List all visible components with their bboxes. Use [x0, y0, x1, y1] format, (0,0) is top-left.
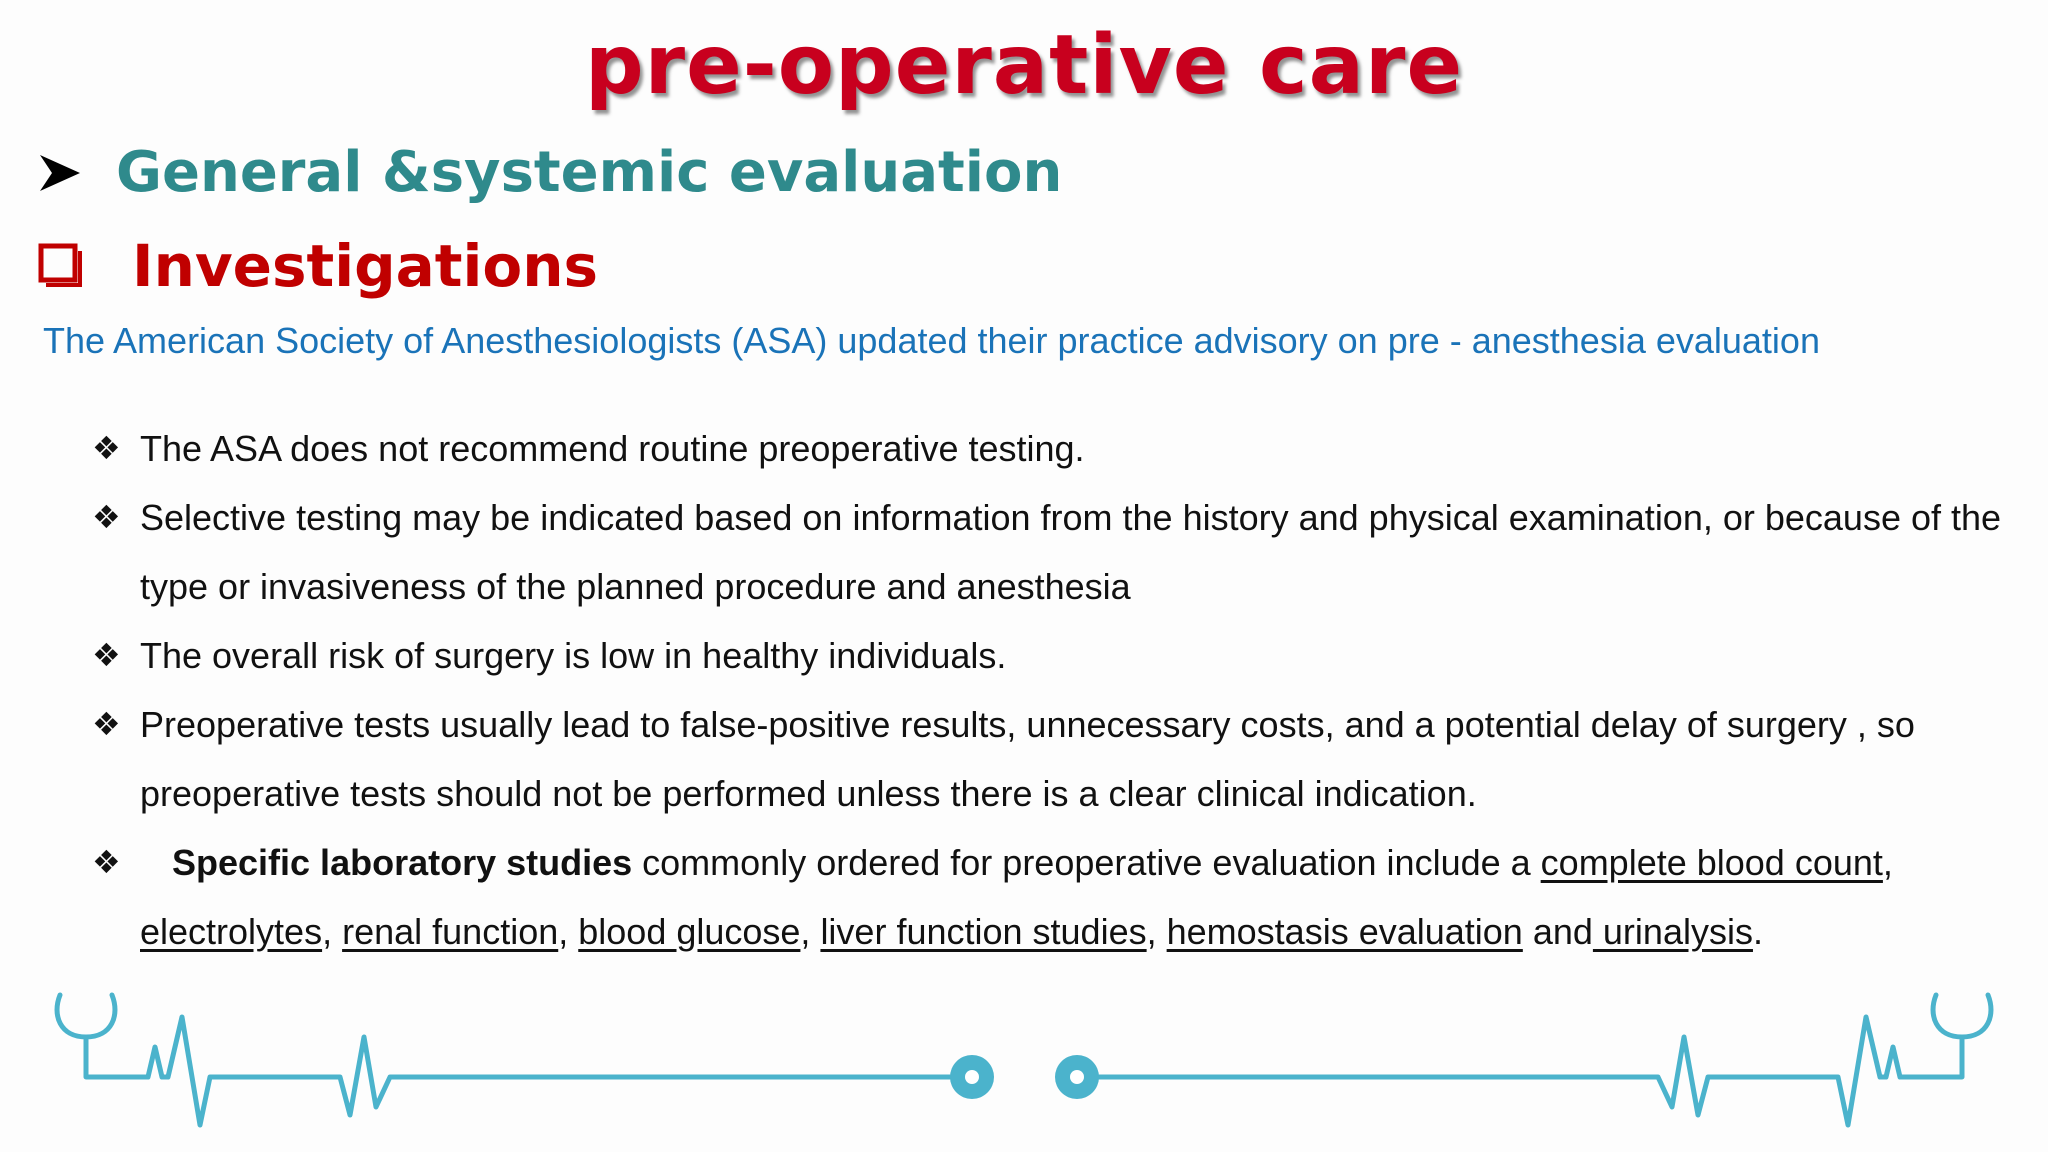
- test-liver-function: liver function studies: [820, 911, 1147, 952]
- section-heading-general: [38, 140, 1062, 205]
- heading-investigations-label: Investigations: [132, 232, 599, 300]
- intro-text: The American Society of Anesthesiologists (ASA) updated their practice advisory on pre - anesthesia evaluation: [43, 320, 1820, 361]
- bullet-list: [92, 414, 2022, 966]
- separator: ,: [1882, 842, 1893, 883]
- section-heading-investigations: [38, 232, 598, 300]
- list-item: [92, 621, 2022, 690]
- left-stethoscope-icon: [57, 995, 952, 1125]
- separator: ,: [1146, 911, 1167, 952]
- bullet-bold-lead: Specific laboratory studies: [172, 842, 633, 883]
- list-item: [92, 414, 2022, 483]
- hollow-square-icon: [38, 243, 84, 289]
- bullet-text: Selective testing may be indicated based on information from the history and physical examination, or because of the type or invasiveness of the planned procedure and anesthesia: [140, 497, 2002, 607]
- separator: ,: [322, 911, 343, 952]
- list-item: [92, 828, 2022, 966]
- heading-general-label: General &systemic evaluation: [116, 140, 1063, 205]
- test-renal-function: renal function: [342, 911, 559, 952]
- bullet-text: The ASA does not recommend routine preoperative testing.: [140, 428, 1085, 469]
- slide-title: pre-operative care: [584, 18, 1464, 113]
- four-diamond-icon: ❖: [92, 843, 121, 881]
- bullet-text: The overall risk of surgery is low in healthy individuals.: [140, 635, 1007, 676]
- end-punctuation: .: [1752, 911, 1763, 952]
- stethoscope-heartbeat-decoration: [0, 975, 2048, 1152]
- separator: ,: [800, 911, 821, 952]
- list-item: [92, 690, 2022, 828]
- four-diamond-icon: ❖: [92, 636, 121, 674]
- test-complete-blood-count: complete blood count: [1540, 842, 1883, 883]
- separator: ,: [558, 911, 579, 952]
- arrowhead-icon: [38, 151, 82, 195]
- separator: and: [1522, 911, 1593, 952]
- test-electrolytes: electrolytes: [140, 911, 323, 952]
- test-blood-glucose: blood glucose: [578, 911, 801, 952]
- four-diamond-icon: ❖: [92, 498, 121, 536]
- list-item: [92, 483, 2022, 621]
- test-hemostasis: hemostasis evaluation: [1166, 911, 1523, 952]
- bullet-text: Preoperative tests usually lead to false-positive results, unnecessary costs, and a potential delay of surgery , so preoperative tests should not be performed unless there is a clear clinical indication.: [140, 704, 1915, 814]
- four-diamond-icon: ❖: [92, 705, 121, 743]
- test-urinalysis: urinalysis: [1592, 911, 1753, 952]
- four-diamond-icon: ❖: [92, 429, 121, 467]
- bullet-text: commonly ordered for preoperative evaluation include a: [632, 842, 1541, 883]
- right-stethoscope-icon: [1097, 995, 1991, 1125]
